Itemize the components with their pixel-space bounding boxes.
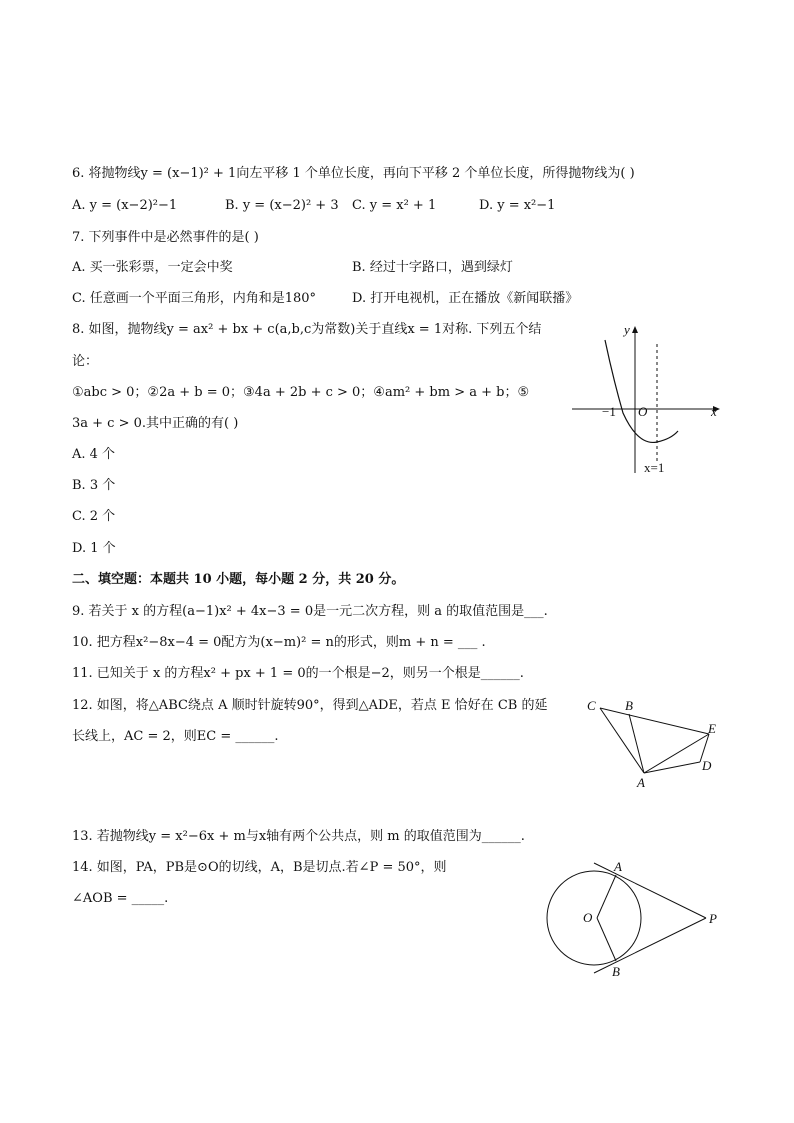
q7-option-d: D. 打开电视机，正在播放《新闻联播》 (352, 291, 579, 306)
q14-radius-ob (597, 918, 616, 961)
q7-option-a: A. 买一张彩票，一定会中奖 (72, 260, 233, 275)
q12-label-a: A (637, 775, 645, 790)
q8-option-c: C. 2 个 (72, 509, 116, 524)
q8-parabola-figure (568, 318, 728, 478)
q14-line2: ∠AOB = _____. (72, 891, 169, 906)
q8-option-d: D. 1 个 (72, 541, 116, 556)
q8-origin-label: O (638, 404, 648, 419)
q14-circle-o (547, 871, 641, 965)
q12-label-d: D (702, 758, 712, 773)
q6-option-c: C. y = x² + 1 (352, 198, 437, 213)
q8-stem-line3: ①abc > 0；②2a + b = 0；③4a + 2b + c > 0；④am² + bm > a + b；⑤ (72, 385, 530, 400)
q8-stem-line4: 3a + c > 0.其中正确的有( ) (72, 416, 239, 431)
q8-x-label: x (711, 404, 717, 419)
section-2-heading: 二、填空题：本题共 10 小题，每小题 2 分，共 20 分。 (72, 572, 405, 587)
q14-radius-oa (597, 875, 616, 918)
q14-label-p: P (709, 911, 717, 926)
q10: 10. 把方程x²−8x−4 = 0配方为(x−m)² = n的形式，则m + n = ___ . (72, 635, 486, 650)
q12-line2: 长线上，AC = 2，则EC = ______. (72, 729, 279, 744)
q14-line1: 14. 如图，PA，PB是⊙O的切线，A，B是切点.若∠P = 50°，则 (72, 860, 447, 875)
q9: 9. 若关于 x 的方程(a−1)x² + 4x−3 = 0是一元二次方程，则 a 的取值范围是___. (72, 604, 548, 619)
q6-option-b: B. y = (x−2)² + 3 (225, 198, 339, 213)
q6-option-d: D. y = x²−1 (479, 198, 556, 213)
q14-tangent-pa (594, 863, 706, 918)
q8-y-label: y (624, 322, 630, 337)
q8-option-b: B. 3 个 (72, 478, 116, 493)
q12-label-c: C (587, 698, 596, 713)
q12-segment-ae (644, 734, 709, 773)
q12-segment-ce (600, 708, 709, 734)
q14-label-a: A (614, 859, 622, 874)
q14-circle-tangent-figure (540, 856, 730, 982)
q13: 13. 若抛物线y = x²−6x + m与x轴有两个公共点，则 m 的取值范围为______. (72, 829, 525, 844)
q12-rotation-figure (584, 696, 724, 796)
q12-label-b: B (625, 698, 633, 713)
q12-segment-ba (629, 714, 644, 773)
q14-tangent-pb (594, 918, 706, 973)
q8-parabola-curve (605, 340, 678, 442)
q7-option-c: C. 任意画一个平面三角形，内角和是180° (72, 291, 317, 306)
q8-stem-line2: 论： (72, 354, 99, 369)
q7-stem: 7. 下列事件中是必然事件的是( ) (72, 230, 259, 245)
q8-y-arrow (632, 326, 638, 333)
q8-option-a: A. 4 个 (72, 447, 116, 462)
q8-stem-line1: 8. 如图，抛物线y = ax² + bx + c(a,b,c为常数)关于直线x = 1对称. 下列五个结 (72, 322, 542, 337)
q14-label-o: O (583, 910, 593, 925)
q12-line1: 12. 如图，将△ABC绕点 A 顺时针旋转90°，得到△ADE，若点 E 恰好在 CB 的延 (72, 698, 548, 713)
q6-stem: 6. 将抛物线y = (x−1)² + 1向左平移 1 个单位长度，再向下平移 2 个单位长度，所得抛物线为( ) (72, 166, 635, 181)
q8-axis-label: x=1 (644, 460, 665, 475)
q14-label-b: B (612, 964, 620, 979)
q12-segment-ca (600, 708, 644, 773)
q7-option-b: B. 经过十字路口，遇到绿灯 (352, 260, 513, 275)
q12-label-e: E (708, 721, 716, 736)
q6-option-a: A. y = (x−2)²−1 (72, 198, 178, 213)
q11: 11. 已知关于 x 的方程x² + px + 1 = 0的一个根是−2，则另一个根是______. (72, 666, 524, 681)
q8-minus-one-label: −1 (602, 404, 616, 419)
